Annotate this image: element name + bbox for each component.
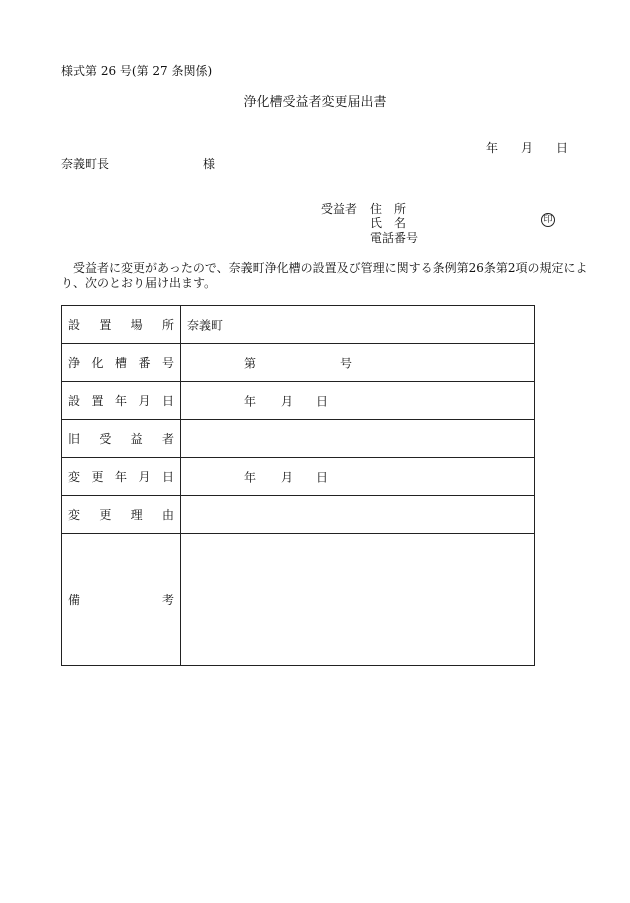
label-former-beneficiary: 旧 受 益 者 [62,420,181,457]
row-installation-location [62,306,534,344]
row-change-date [62,458,534,496]
value-installation-date[interactable]: 年 月 日 [244,394,329,408]
form-title: 浄化槽受益者変更届出書 [243,95,387,110]
value-remarks[interactable] [181,534,534,665]
address-label: 住 所 [370,202,407,216]
name-label: 氏 名 [370,216,407,230]
value-change-reason[interactable] [181,496,534,533]
value-installation-location[interactable]: 奈義町 [187,318,224,332]
label-remarks: 備 考 [62,534,181,665]
body-text-line1: 受益者に変更があったので、奈義町浄化槽の設置及び管理に関する条例第26条第2項の規定によ [73,261,588,275]
form-table [61,305,535,666]
honorific: 様 [203,157,216,171]
row-remarks [62,534,534,665]
date-month: 月 [521,141,534,155]
row-installation-date [62,382,534,420]
label-change-reason: 変 更 理 由 [62,496,181,533]
form-number: 様式第 26 号(第 27 条関係) [61,64,213,78]
value-former-beneficiary[interactable] [181,420,534,457]
applicant-role: 受益者 [321,202,358,216]
label-installation-date: 設 置 年 月 日 [62,382,181,419]
row-former-beneficiary [62,420,534,458]
label-change-date: 変 更 年 月 日 [62,458,181,495]
value-change-date[interactable]: 年 月 日 [244,470,329,484]
seal-mark: 印 [541,213,555,227]
date-day: 日 [556,141,569,155]
row-change-reason [62,496,534,534]
phone-label: 電話番号 [370,231,419,245]
value-tank-number[interactable]: 第 号 [244,356,353,370]
row-tank-number [62,344,534,382]
date-year: 年 [486,141,499,155]
body-text-line2: り、次のとおり届け出ます。 [61,276,217,290]
label-tank-number: 浄 化 槽 番 号 [62,344,181,381]
addressee: 奈義町長 [61,157,110,171]
label-installation-location: 設 置 場 所 [62,306,181,343]
